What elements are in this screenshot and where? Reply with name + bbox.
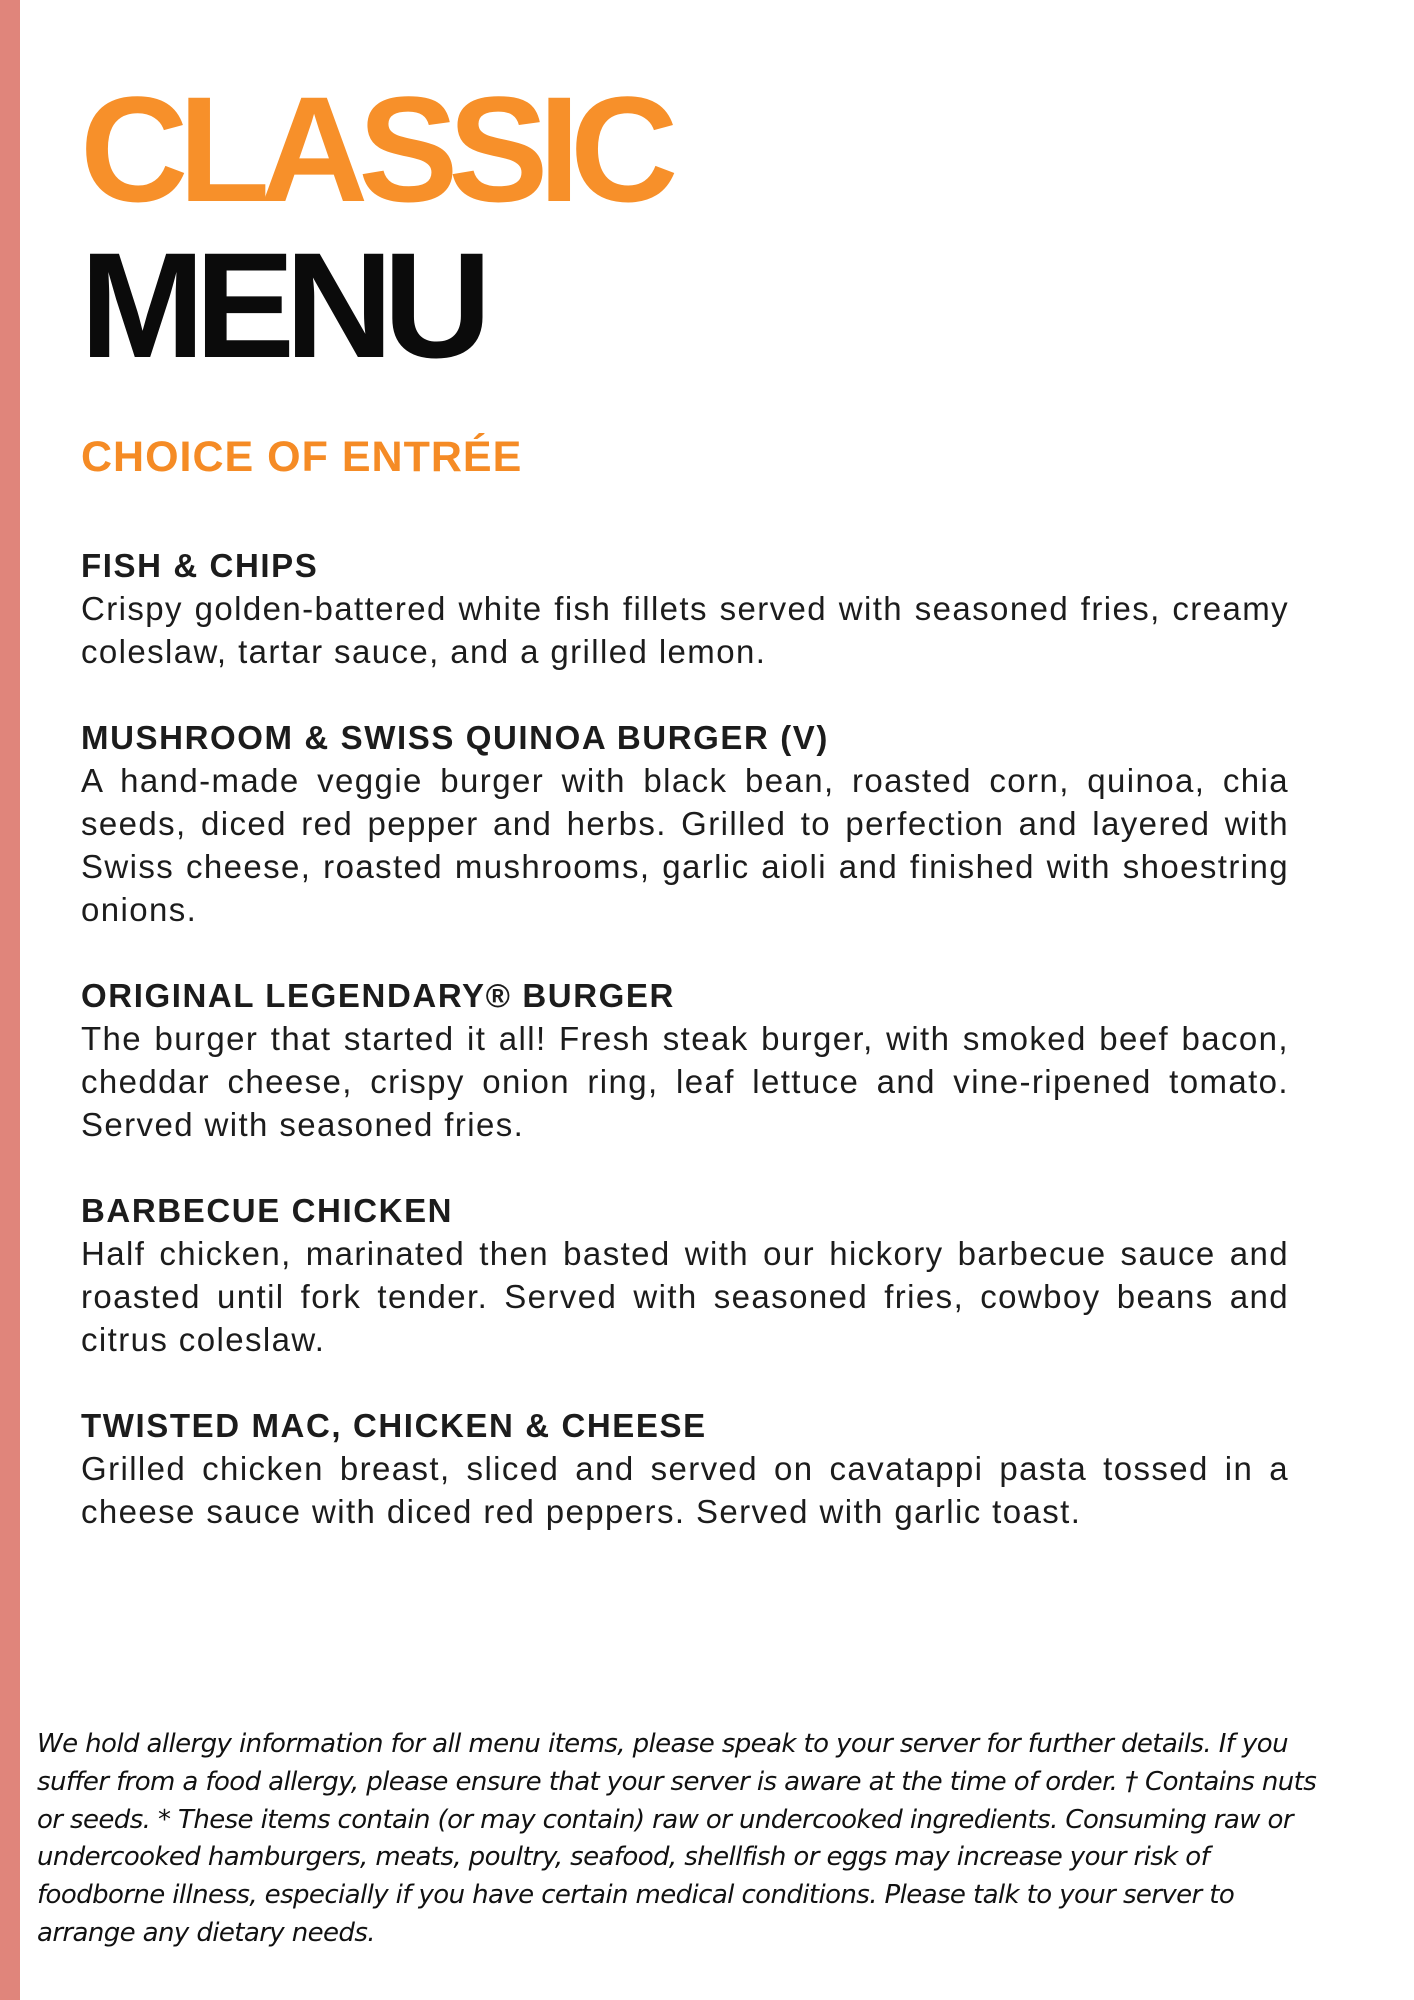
- side-accent-bar: [0, 0, 20, 2000]
- menu-item-name: FISH & CHIPS: [81, 547, 319, 584]
- menu-item-description: Crispy golden-battered white fish fillets served with seasoned fries, creamy coleslaw, tartar sauce, and a grilled lemon.: [81, 590, 1289, 670]
- title-menu: MENU: [80, 221, 482, 389]
- section-heading-entree: CHOICE OF ENTRÉE: [81, 433, 523, 481]
- menu-item: [81, 974, 1289, 1146]
- menu-item-description: A hand-made veggie burger with black bean, roasted corn, quinoa, chia seeds, diced red pepper and herbs. Grilled to perfection and layered with Swiss cheese, roasted mushrooms, garlic aioli and finished with shoestring onions.: [81, 762, 1289, 928]
- menu-item-name: ORIGINAL LEGENDARY® BURGER: [81, 977, 675, 1014]
- menu-item-description: Half chicken, marinated then basted with our hickory barbecue sauce and roasted until fork tender. Served with seasoned fries, cowboy beans and citrus coleslaw.: [81, 1235, 1289, 1358]
- menu-item-description: Grilled chicken breast, sliced and served on cavatappi pasta tossed in a cheese sauce with diced red peppers. Served with garlic toast.: [81, 1450, 1289, 1530]
- menu-items-list: [81, 544, 1289, 1576]
- menu-item: [81, 716, 1289, 931]
- menu-item: [81, 1404, 1289, 1533]
- menu-item: [81, 1189, 1289, 1361]
- title-classic: CLASSIC: [80, 65, 669, 233]
- menu-item-name: MUSHROOM & SWISS QUINOA BURGER (V): [81, 719, 830, 756]
- menu-item: [81, 544, 1289, 673]
- menu-item-name: BARBECUE CHICKEN: [81, 1192, 454, 1229]
- allergy-disclaimer: We hold allergy information for all menu items, please speak to your server for further details. If you suffer from a food allergy, please ensure that your server is aware at the time of order. † Contains nuts or seeds. * These items contain (or may contain) raw or undercooked ingredients. Consuming raw or undercooked hamburgers, meats, poultry, seafood, shellfish or eggs may increase your risk of foodborne illness, especially if you have certain medical conditions. Please talk to your server to arrange any dietary needs.: [37, 1729, 1317, 1948]
- menu-item-name: TWISTED MAC, CHICKEN & CHEESE: [81, 1407, 707, 1444]
- menu-item-description: The burger that started it all! Fresh steak burger, with smoked beef bacon, cheddar cheese, crispy onion ring, leaf lettuce and vine-ripened tomato. Served with seasoned fries.: [81, 1020, 1289, 1143]
